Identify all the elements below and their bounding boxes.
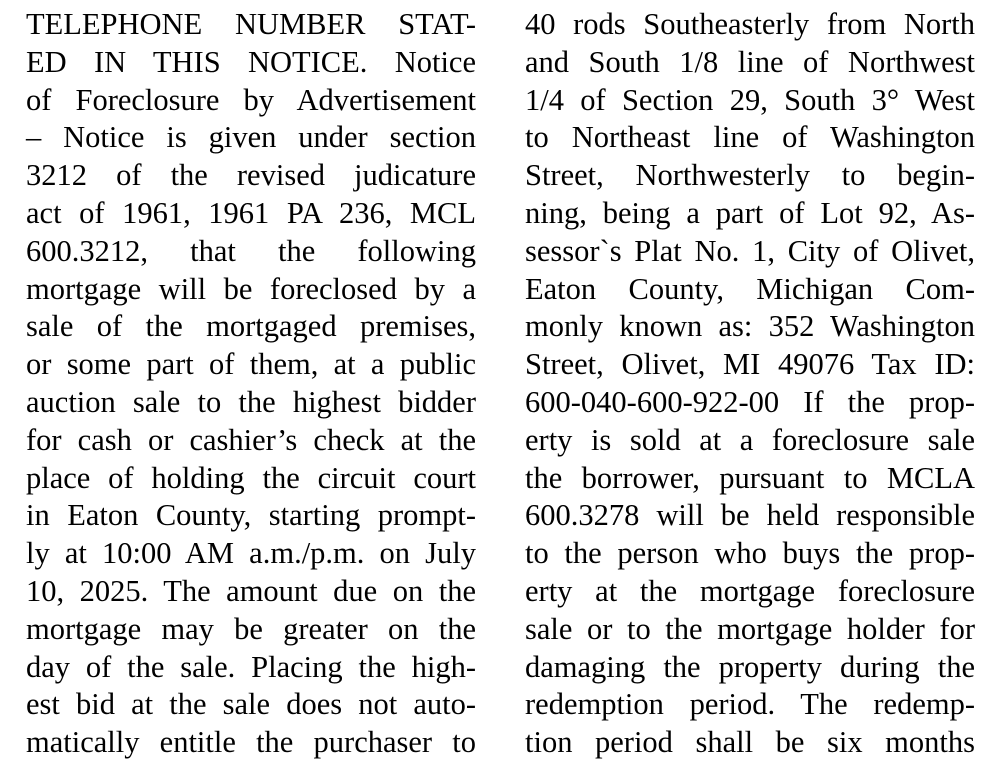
text-line: the borrower, pursuant to MCLA <box>525 460 975 495</box>
text-line: or some part of them, at a public <box>26 347 476 382</box>
text-line: ly at 10:00 AM a.m./p.m. on July <box>26 536 476 571</box>
text-line: 1/4 of Section 29, South 3° West <box>525 82 975 117</box>
text-line: act of 1961, 1961 PA 236, MCL <box>26 196 476 230</box>
text-line: 600-040-600-922-00 If the prop- <box>525 385 975 419</box>
text-line: monly known as: 352 Washington <box>525 309 975 344</box>
text-line: sessor`s Plat No. 1, City of Olivet, <box>525 233 975 268</box>
text-line: and South 1/8 line of Northwest <box>525 44 975 79</box>
text-line: sale or to the mortgage holder for <box>525 611 975 646</box>
text-line: 600.3212, that the following <box>26 233 476 268</box>
text-line: TELEPHONE NUMBER STAT- <box>26 7 476 41</box>
text-line: matically entitle the purchaser to <box>26 725 476 760</box>
text-line: tion period shall be six months <box>525 725 975 760</box>
text-line: erty at the mortgage foreclosure <box>525 574 975 608</box>
text-line: 3212 of the revised judicature <box>26 158 476 193</box>
text-line: to the person who buys the prop- <box>525 536 975 571</box>
text-line: Eaton County, Michigan Com- <box>525 271 975 306</box>
text-line: redemption period. The redemp- <box>525 687 975 722</box>
text-line: place of holding the circuit court <box>26 460 476 495</box>
text-line: day of the sale. Placing the high- <box>26 649 476 684</box>
text-line: mortgage may be greater on the <box>26 611 476 646</box>
text-line: erty is sold at a foreclosure sale <box>525 422 975 457</box>
text-line: of Foreclosure by Advertisement <box>26 82 476 117</box>
text-line: auction sale to the highest bidder <box>26 385 476 419</box>
text-line: sale of the mortgaged premises, <box>26 309 476 344</box>
text-line: ning, being a part of Lot 92, As- <box>525 196 975 230</box>
text-line: damaging the property during the <box>525 649 975 684</box>
text-line: in Eaton County, starting prompt- <box>26 498 476 533</box>
text-line: Street, Olivet, MI 49076 Tax ID: <box>525 347 975 382</box>
text-line: est bid at the sale does not auto- <box>26 687 476 722</box>
text-line: 10, 2025. The amount due on the <box>26 574 476 608</box>
text-line: 40 rods Southeasterly from North <box>525 7 975 41</box>
text-line: for cash or cashier’s check at the <box>26 422 476 457</box>
text-line: ED IN THIS NOTICE. Notice <box>26 44 476 79</box>
text-line: – Notice is given under section <box>26 120 476 155</box>
text-line: Street, Northwesterly to begin- <box>525 158 975 193</box>
text-line: 600.3278 will be held responsible <box>525 498 975 533</box>
text-line: to Northeast line of Washington <box>525 120 975 155</box>
text-line: mortgage will be foreclosed by a <box>26 271 476 306</box>
